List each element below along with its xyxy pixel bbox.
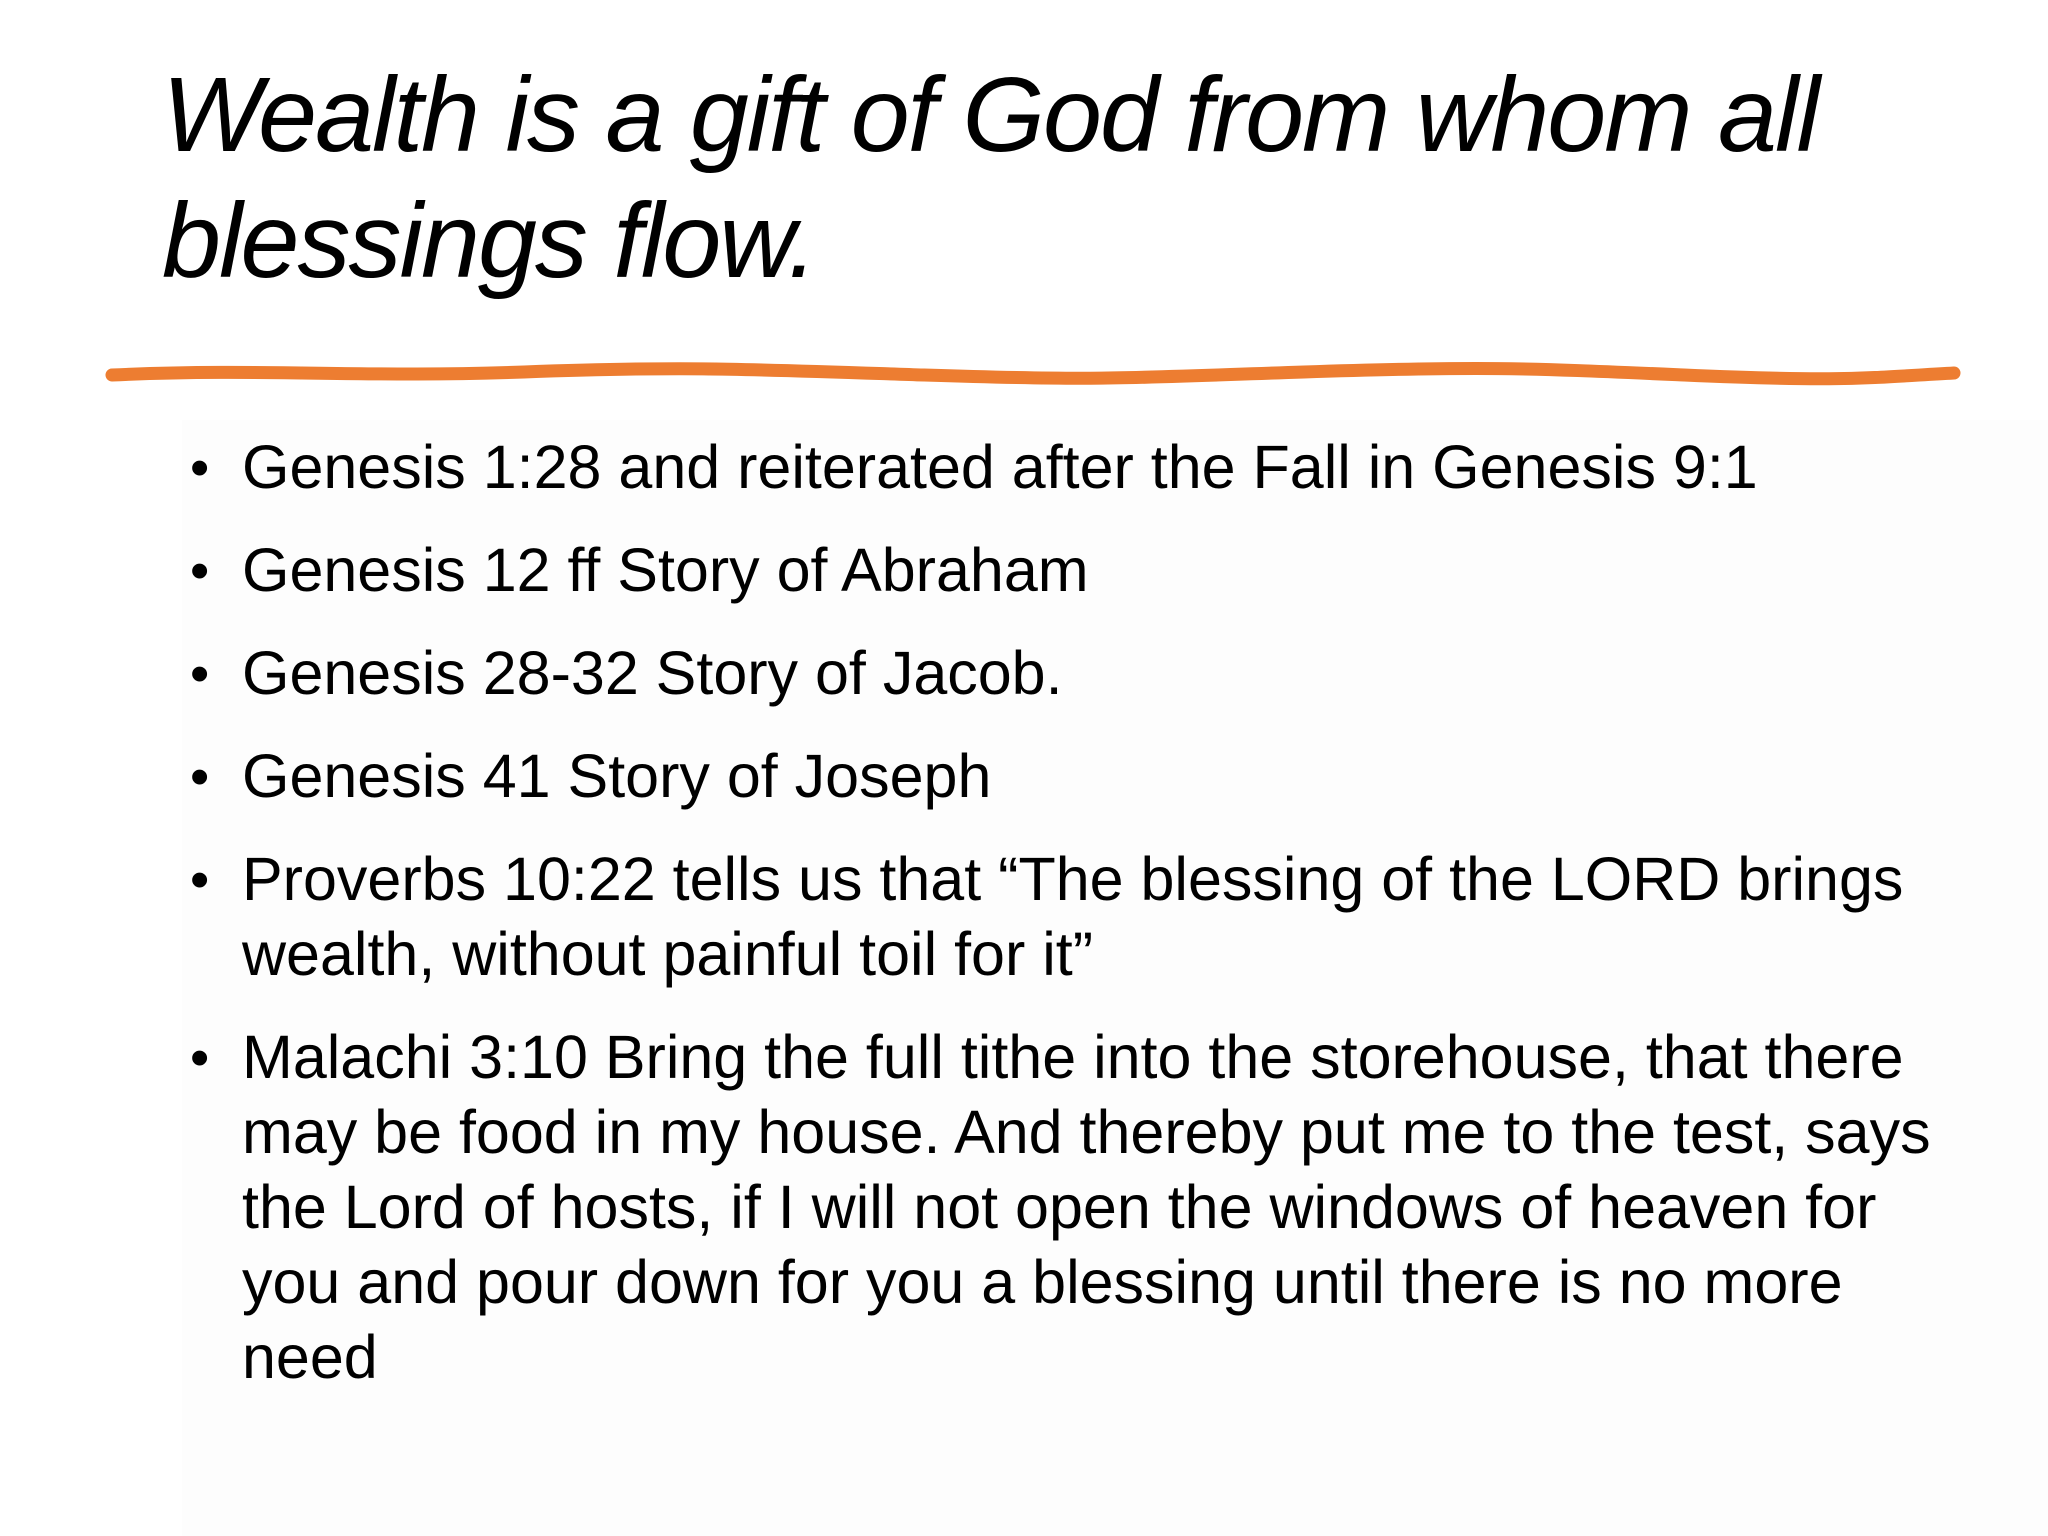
bullet-icon: • — [190, 642, 210, 704]
bullet-item — [190, 842, 1970, 992]
bullet-text: Genesis 28-32 Story of Jacob. — [242, 639, 1063, 707]
bullet-item — [190, 739, 1970, 814]
bullet-icon: • — [190, 436, 210, 498]
bullet-text: Genesis 12 ff Story of Abraham — [242, 536, 1089, 604]
bullet-icon: • — [190, 539, 210, 601]
bullet-item — [190, 430, 1970, 505]
bullet-text: Proverbs 10:22 tells us that “The blessing of the LORD brings wealth, without painful toil for it” — [242, 845, 1904, 988]
bullet-text: Genesis 41 Story of Joseph — [242, 742, 992, 810]
bullet-item — [190, 1020, 1970, 1395]
bullet-item — [190, 636, 1970, 711]
bullet-text: Malachi 3:10 Bring the full tithe into the storehouse, that there may be food in my house. And thereby put me to the test, says the Lord of hosts, if I will not open the windows of heaven for you and pour down for you a blessing until there is no more need — [242, 1023, 1931, 1391]
bullet-text: Genesis 1:28 and reiterated after the Fall in Genesis 9:1 — [242, 433, 1758, 501]
title-divider-line — [104, 354, 1962, 394]
bullet-list — [190, 430, 1970, 1423]
slide-title: Wealth is a gift of God from whom all blessings flow. — [162, 56, 1819, 300]
bullet-item — [190, 533, 1970, 608]
bullet-icon: • — [190, 1026, 210, 1088]
bullet-icon: • — [190, 848, 210, 910]
bullet-icon: • — [190, 745, 210, 807]
